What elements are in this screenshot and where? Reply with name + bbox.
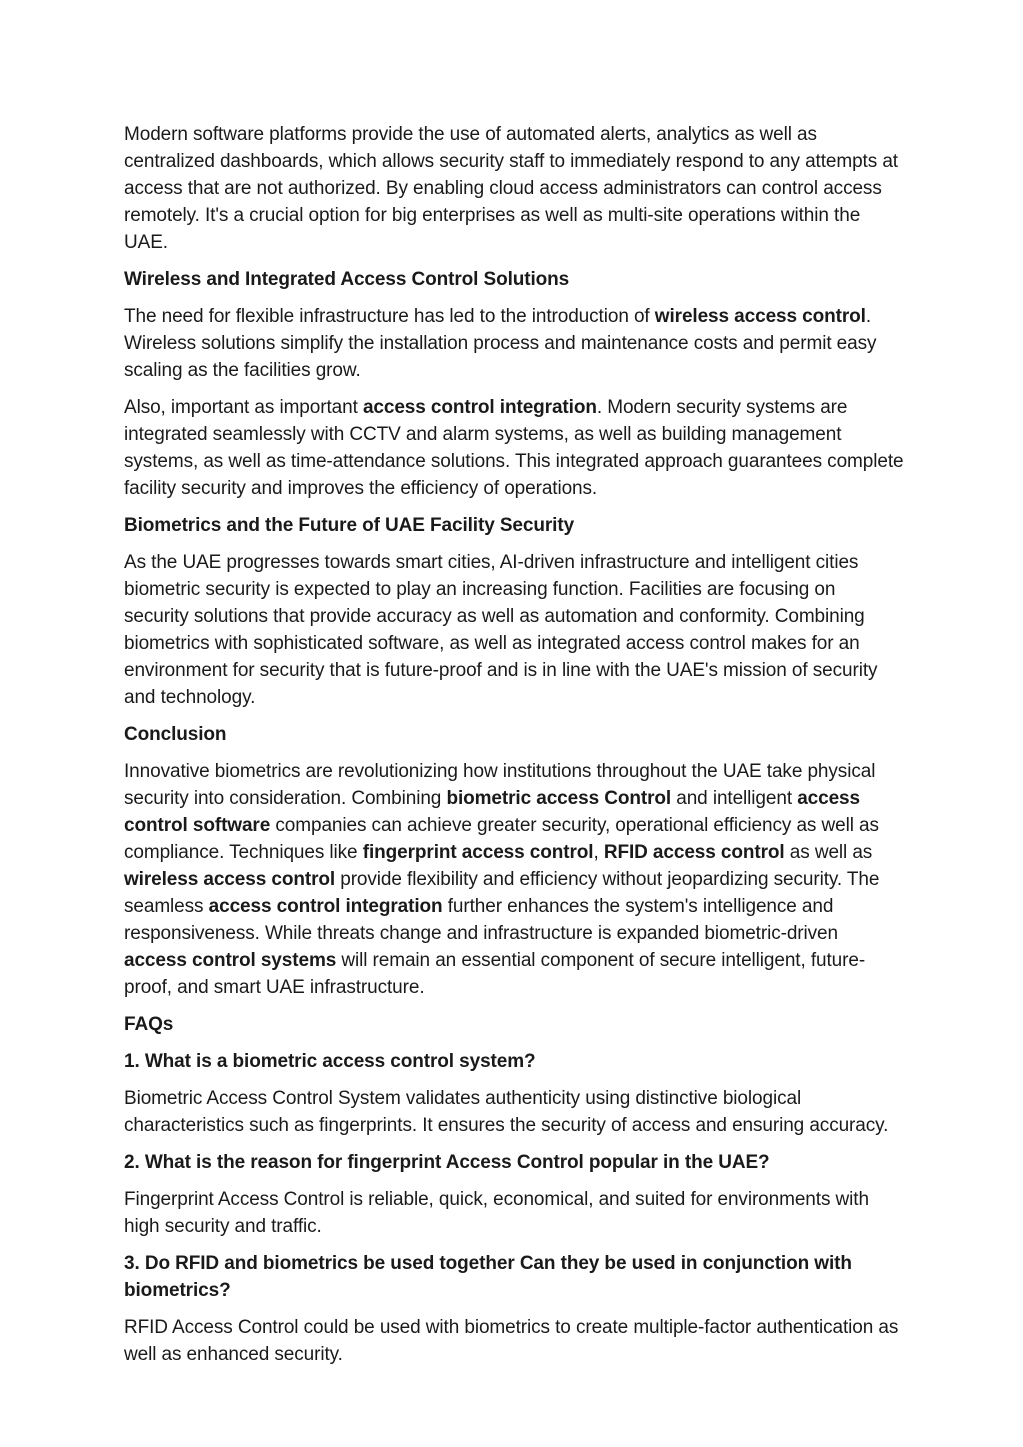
bold-text-run: 3. Do RFID and biometrics be used together Can they be used in conjunction with biometrics? [124, 1253, 852, 1301]
text-run: companies can achieve greater security, operational efficiency as well as compliance. Techniques like [124, 815, 879, 863]
bold-text-run: RFID access control [603, 842, 785, 863]
section-heading [124, 1011, 905, 1038]
bold-text-run: wireless access control [124, 869, 336, 890]
text-run: Fingerprint Access Control is reliable, quick, economical, and suited for environments with high security and traffic. [124, 1189, 869, 1237]
bold-text-run: access control integration [208, 896, 443, 917]
text-run: . Wireless solutions simplify the installation process and maintenance costs and permit easy scaling as the facilities grow. [124, 306, 877, 381]
bold-text-run: FAQs [124, 1014, 174, 1035]
section-heading [124, 1048, 905, 1075]
text-run: , [593, 842, 604, 863]
section-heading [124, 721, 905, 748]
body-paragraph [124, 121, 905, 256]
bold-text-run: access control software [124, 788, 860, 836]
text-run: and intelligent [671, 788, 798, 809]
bold-text-run: Wireless and Integrated Access Control Solutions [124, 269, 570, 290]
bold-text-run: access control systems [124, 950, 337, 971]
text-run: provide flexibility and efficiency without jeopardizing security. The seamless [124, 869, 880, 917]
bold-text-run: fingerprint access control [362, 842, 594, 863]
body-paragraph [124, 394, 905, 502]
text-run: Innovative biometrics are revolutionizing how institutions throughout the UAE take physical security into consideration. Combining [124, 761, 876, 809]
bold-text-run: 2. What is the reason for fingerprint Access Control popular in the UAE? [124, 1152, 770, 1173]
body-paragraph [124, 758, 905, 1001]
text-run: . Modern security systems are integrated seamlessly with CCTV and alarm systems, as well as building management systems, as well as time-attendance solutions. This integrated approach guarantees complete facility security and improves the efficiency of operations. [124, 397, 904, 499]
text-run: further enhances the system's intelligence and responsiveness. While threats change and infrastructure is expanded biometric-driven [124, 896, 838, 944]
section-heading [124, 266, 905, 293]
section-heading [124, 1149, 905, 1176]
bold-text-run: access control integration [362, 397, 597, 418]
text-run: RFID Access Control could be used with biometrics to create multiple-factor authentication as well as enhanced security. [124, 1317, 899, 1365]
body-paragraph [124, 1085, 905, 1139]
body-paragraph [124, 1314, 905, 1368]
text-run: Biometric Access Control System validates authenticity using distinctive biological characteristics such as fingerprints. It ensures the security of access and ensuring accuracy. [124, 1088, 889, 1136]
bold-text-run: wireless access control [654, 306, 866, 327]
bold-text-run: 1. What is a biometric access control system? [124, 1051, 536, 1072]
document-body [124, 121, 905, 1368]
text-run: The need for flexible infrastructure has led to the introduction of [124, 306, 655, 327]
text-run: As the UAE progresses towards smart cities, AI-driven infrastructure and intelligent cities biometric security is expected to play an increasing function. Facilities are focusing on security solutions that provide accuracy as well as automation and conformity. Combining biometrics with sophisticated software, as well as integrated access control makes for an environment for security that is future-proof and is in line with the UAE's mission of security and technology. [124, 552, 878, 708]
text-run: will remain an essential component of secure intelligent, future-proof, and smart UAE infrastructure. [124, 950, 866, 998]
body-paragraph [124, 549, 905, 711]
bold-text-run: Biometrics and the Future of UAE Facility Security [124, 515, 575, 536]
text-run: Modern software platforms provide the use of automated alerts, analytics as well as centralized dashboards, which allows security staff to immediately respond to any attempts at access that are not authorized. By enabling cloud access administrators can control access remotely. It's a crucial option for big enterprises as well as multi-site operations within the UAE. [124, 124, 898, 253]
body-paragraph [124, 1186, 905, 1240]
body-paragraph [124, 303, 905, 384]
bold-text-run: biometric access Control [446, 788, 672, 809]
text-run: as well as [784, 842, 873, 863]
text-run: Also, important as important [124, 397, 363, 418]
bold-text-run: Conclusion [124, 724, 227, 745]
section-heading [124, 1250, 905, 1304]
section-heading [124, 512, 905, 539]
